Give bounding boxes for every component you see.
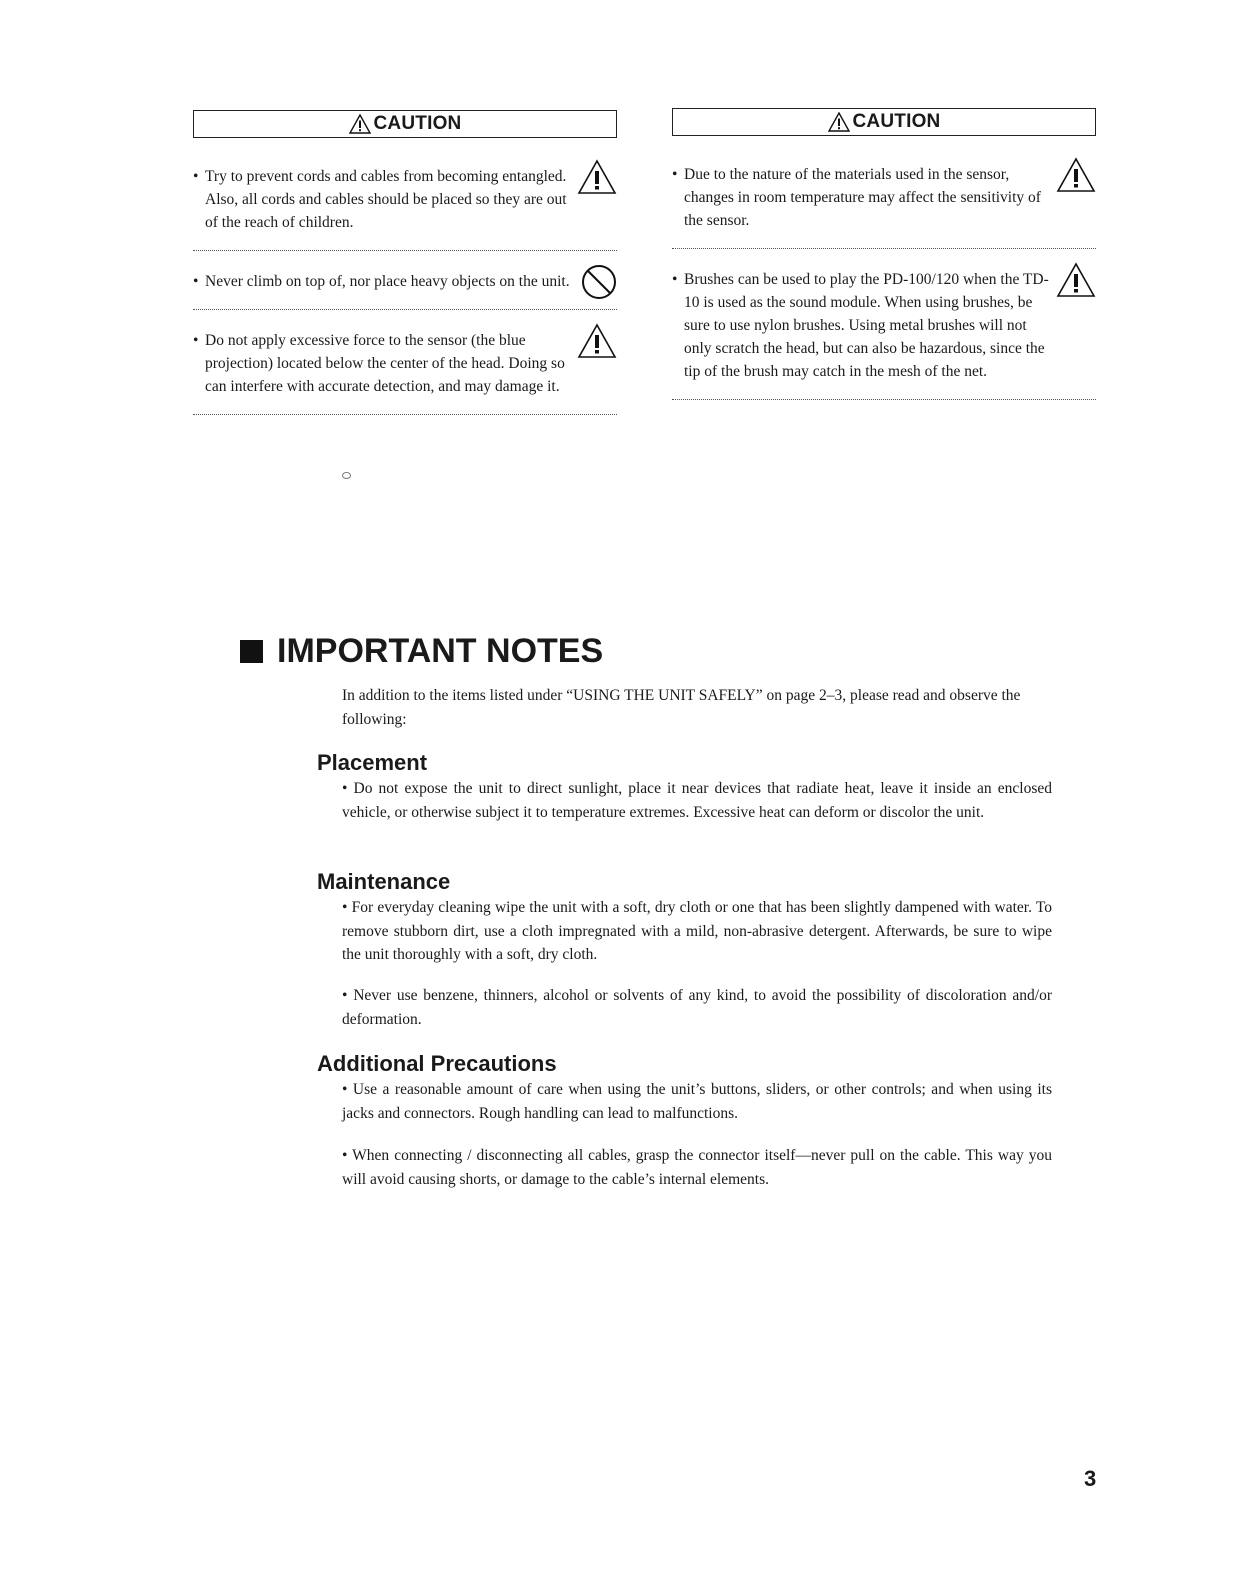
- caution-item: • Due to the nature of the materials used in the sensor, changes in room temperature may affect the sensitivity of the sensor.: [672, 163, 1096, 232]
- precautions-paragraph: • Use a reasonable amount of care when using the unit’s buttons, sliders, or other controls; and when using its jacks and connectors. Rough handling can lead to malfunctions.: [342, 1081, 1052, 1122]
- warning-triangle-icon: [577, 159, 617, 195]
- maintenance-paragraph: • For everyday cleaning wipe the unit with a soft, dry cloth or one that has been slightly dampened with water. To remove stubborn dirt, use a cloth impregnated with a mild, non-abrasive detergent. Afterwards, be sure to wipe the unit thoroughly with a soft, dry cloth.: [342, 899, 1052, 963]
- caution-box-right: [672, 108, 1096, 419]
- maintenance-paragraph: • Never use benzene, thinners, alcohol or solvents of any kind, to avoid the possibility of discoloration and/or deformation.: [342, 987, 1052, 1028]
- warning-triangle-icon: [349, 114, 371, 134]
- stray-mark: [342, 472, 351, 479]
- dotted-divider: [193, 414, 617, 415]
- heading-additional-precautions: Additional Precautions: [317, 1051, 557, 1076]
- intro-text: In addition to the items listed under “USING THE UNIT SAFELY” on page 2–3, please read and observe the following:: [342, 687, 1021, 728]
- caution-item: • Try to prevent cords and cables from becoming entangled. Also, all cords and cables should be placed so they are out of the reach of children.: [193, 165, 617, 234]
- warning-triangle-icon: [828, 112, 850, 132]
- caution-header: CAUTION: [672, 108, 1096, 136]
- caution-item: • Never climb on top of, nor place heavy objects on the unit.: [193, 270, 617, 293]
- dotted-divider: [672, 248, 1096, 249]
- page-number: 3: [1084, 1466, 1097, 1491]
- dotted-divider: [193, 250, 617, 251]
- dotted-divider: [672, 399, 1096, 400]
- warning-triangle-icon: [1056, 157, 1096, 193]
- placement-paragraph: • Do not expose the unit to direct sunlight, place it near devices that radiate heat, leave it inside an enclosed vehicle, or otherwise subject it to temperature extremes. Excessive heat can deform or discolor the unit.: [342, 780, 1052, 821]
- heading-placement: Placement: [317, 750, 428, 775]
- precautions-paragraph: • When connecting / disconnecting all cables, grasp the connector itself—never pull on the cable. This way you will avoid causing shorts, or damage to the cable’s internal elements.: [342, 1147, 1052, 1188]
- prohibited-icon: [577, 264, 617, 300]
- warning-triangle-icon: [1056, 262, 1096, 298]
- caution-item: • Do not apply excessive force to the sensor (the blue projection) located below the center of the head. Doing so can interfere with accurate detection, and may damage it.: [193, 329, 617, 398]
- section-title: IMPORTANT NOTES: [240, 632, 603, 671]
- caution-item: • Brushes can be used to play the PD-100/120 when the TD-10 is used as the sound module. When using brushes, be sure to use nylon brushes. Using metal brushes will not only scratch the head, but can also be hazardous, since the tip of the brush may catch in the mesh of the net.: [672, 268, 1096, 383]
- caution-box-left: [193, 110, 617, 434]
- square-bullet-icon: [240, 640, 263, 663]
- dotted-divider: [193, 309, 617, 310]
- heading-maintenance: Maintenance: [317, 869, 451, 894]
- warning-triangle-icon: [577, 323, 617, 359]
- caution-header: CAUTION: [193, 110, 617, 138]
